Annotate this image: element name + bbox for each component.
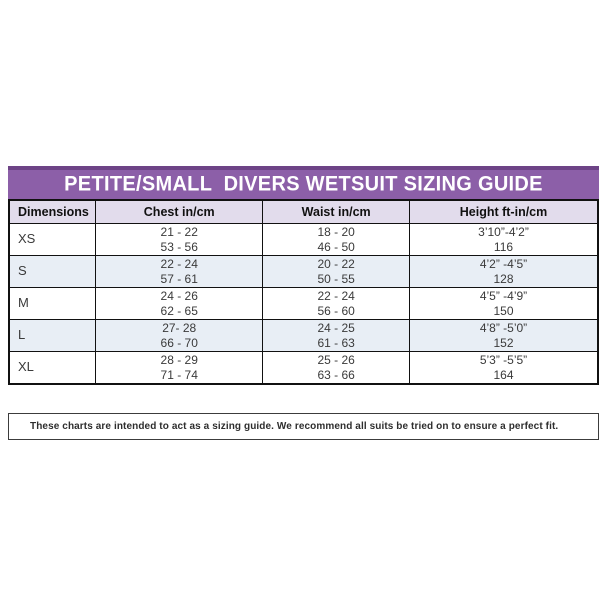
height-cm: 150 — [493, 303, 514, 318]
height-ft-in: 4’2” -4’5” — [479, 257, 528, 271]
header-row — [9, 200, 598, 224]
height-cm: 152 — [493, 335, 514, 350]
waist-inches: 18 - 20 — [317, 225, 355, 239]
chest-inches: 21 - 22 — [160, 225, 198, 239]
size-label: S — [9, 256, 96, 288]
waist-cm: 56 - 60 — [317, 303, 355, 318]
size-label: XS — [9, 224, 96, 256]
waist-inches: 22 - 24 — [317, 289, 355, 303]
waist-cm: 46 - 50 — [317, 239, 355, 254]
chest-cm: 71 - 74 — [160, 367, 198, 382]
height-cm: 164 — [493, 367, 514, 382]
disclaimer-text: These charts are intended to act as a sizing guide. We recommend all suits be tried on to ensure a perfect fit. — [30, 421, 559, 432]
table-row-xs — [9, 224, 598, 256]
waist-inches: 24 - 25 — [317, 321, 355, 335]
header-height: Height ft-in/cm — [410, 200, 599, 224]
chest-cm: 57 - 61 — [160, 271, 198, 286]
height-cm: 116 — [493, 239, 514, 254]
title-bar — [8, 166, 599, 199]
waist-cell — [263, 256, 410, 288]
waist-cell — [263, 352, 410, 385]
chest-inches: 24 - 26 — [160, 289, 198, 303]
waist-cm: 61 - 63 — [317, 335, 355, 350]
height-cell — [410, 352, 599, 385]
chest-cell — [96, 320, 263, 352]
chest-cm: 53 - 56 — [160, 239, 198, 254]
chest-inches: 27- 28 — [162, 321, 197, 335]
table-row-s — [9, 256, 598, 288]
chest-inches: 28 - 29 — [160, 353, 198, 367]
waist-cm: 50 - 55 — [317, 271, 355, 286]
disclaimer-box — [8, 413, 599, 440]
chest-cm: 66 - 70 — [160, 335, 198, 350]
height-ft-in: 4’5” -4’9” — [479, 289, 528, 303]
waist-cell — [263, 224, 410, 256]
chest-cell — [96, 288, 263, 320]
page-title: PETITE/SMALL DIVERS WETSUIT SIZING GUIDE — [64, 172, 543, 196]
waist-inches: 25 - 26 — [317, 353, 355, 367]
sizing-guide-sheet — [8, 166, 599, 440]
chest-cell — [96, 352, 263, 385]
height-cell — [410, 256, 599, 288]
table-row-xl — [9, 352, 598, 385]
chest-cell — [96, 256, 263, 288]
height-cell — [410, 288, 599, 320]
size-label: XL — [9, 352, 96, 385]
size-label: M — [9, 288, 96, 320]
height-ft-in: 3’10”-4’2” — [478, 225, 529, 239]
height-cm: 128 — [493, 271, 514, 286]
waist-cm: 63 - 66 — [317, 367, 355, 382]
header-dimensions: Dimensions — [9, 200, 96, 224]
height-ft-in: 5’3” -5’5” — [479, 353, 528, 367]
height-cell — [410, 224, 599, 256]
table-row-l — [9, 320, 598, 352]
table-row-m — [9, 288, 598, 320]
waist-inches: 20 - 22 — [317, 257, 355, 271]
header-waist: Waist in/cm — [263, 200, 410, 224]
header-chest: Chest in/cm — [96, 200, 263, 224]
chest-inches: 22 - 24 — [160, 257, 198, 271]
chest-cm: 62 - 65 — [160, 303, 198, 318]
size-label: L — [9, 320, 96, 352]
waist-cell — [263, 320, 410, 352]
height-cell — [410, 320, 599, 352]
waist-cell — [263, 288, 410, 320]
height-ft-in: 4’8” -5’0” — [479, 321, 528, 335]
sizing-table — [8, 199, 599, 385]
chest-cell — [96, 224, 263, 256]
